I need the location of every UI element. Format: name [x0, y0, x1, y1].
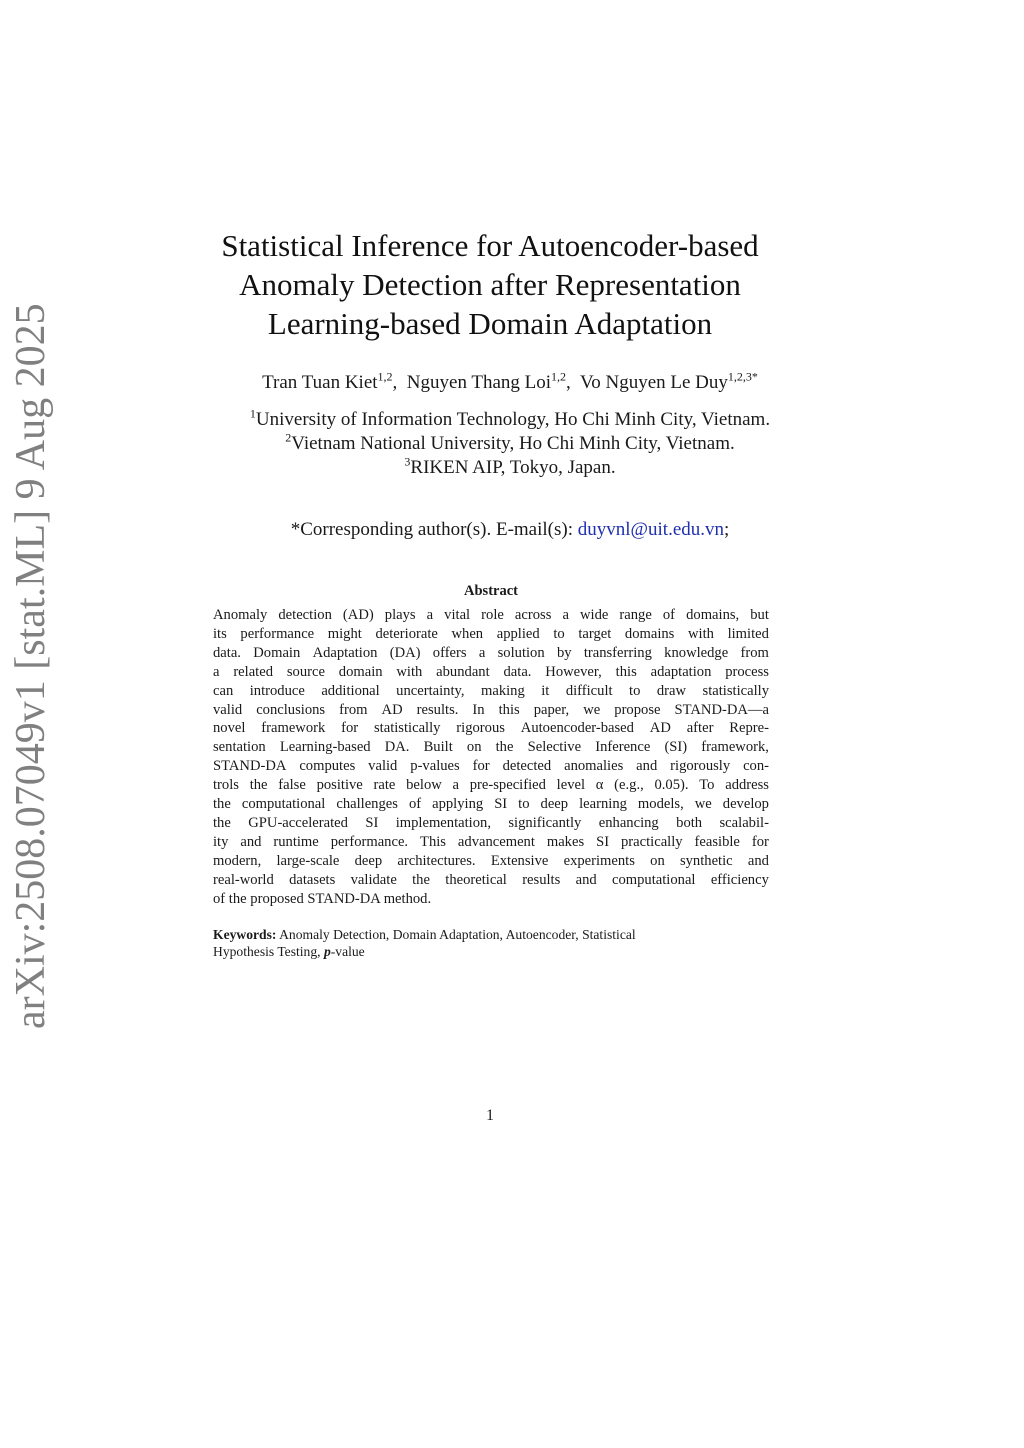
keywords-label: Keywords:: [213, 927, 277, 942]
abstract-word: anomalies: [564, 758, 624, 775]
abstract-word: deep: [354, 852, 383, 869]
abstract-word: related: [233, 663, 274, 680]
abstract-word: from: [740, 644, 769, 661]
abstract-word: process: [725, 663, 769, 680]
abstract-word: deep: [540, 796, 569, 813]
abstract-word: to: [553, 625, 565, 642]
abstract-word: but: [750, 607, 769, 623]
abstract-word: Learning-based: [279, 739, 371, 756]
abstract-word: implementation,: [395, 814, 491, 831]
abstract-word: modern,: [213, 852, 262, 869]
abstract-word: practically: [621, 833, 683, 850]
abstract-word: the: [213, 796, 231, 813]
abstract-word: deteriorate: [375, 625, 438, 642]
keywords-text: -value: [330, 944, 365, 959]
abstract-word: knowledge: [664, 644, 729, 661]
abstract-line: [213, 833, 769, 852]
abstract-word: target: [578, 625, 612, 642]
abstract-word: positive: [316, 777, 363, 794]
abstract-word: Autoencoder-based: [520, 720, 634, 737]
abstract-word: both: [676, 814, 703, 831]
abstract-word: the: [412, 871, 430, 888]
abstract-word: conclusions: [256, 701, 326, 718]
abstract-word: experiments: [563, 852, 635, 869]
abstract-word: validate: [350, 871, 397, 888]
abstract-body: [213, 606, 769, 909]
abstract-word: efficiency: [710, 871, 769, 888]
abstract-word: transferring: [583, 644, 652, 661]
abstract-word: limited: [727, 625, 769, 642]
author-separator: ,: [392, 372, 407, 393]
abstract-word: SI: [494, 796, 508, 813]
abstract-word: data.: [503, 663, 532, 680]
abstract-word: a: [562, 607, 569, 623]
abstract-word: a: [426, 607, 434, 623]
abstract-word: difficult: [565, 682, 613, 699]
abstract-line: [213, 682, 769, 701]
keywords-text: Hypothesis Testing,: [213, 944, 324, 959]
abstract-line: of the proposed STAND-DA method.: [213, 890, 432, 907]
abstract-word: from: [339, 701, 368, 718]
abstract-word: false: [278, 777, 306, 794]
abstract-word: Built: [423, 739, 453, 756]
arxiv-identifier-stamp: [8, 303, 80, 1029]
abstract-word: makes: [546, 833, 585, 850]
abstract-word: (AD): [342, 607, 374, 623]
abstract-word: STAND-DA—a: [674, 701, 769, 718]
abstract-word: Extensive: [490, 852, 549, 869]
abstract-word: performance.: [330, 833, 409, 850]
abstract-word: datasets: [289, 871, 336, 888]
abstract-word: abundant: [436, 663, 490, 680]
abstract-word: (SI): [664, 739, 688, 756]
abstract-word: STAND-DA: [213, 758, 287, 775]
abstract-word: rigorous: [456, 720, 505, 737]
affiliation-marker: 2: [285, 430, 292, 445]
abstract-word: level: [556, 777, 586, 794]
abstract-line: [213, 852, 769, 871]
abstract-word: scalabil-: [719, 814, 769, 831]
abstract-word: for: [472, 758, 490, 775]
abstract-word: domains: [624, 625, 675, 642]
abstract-word: with: [688, 625, 714, 642]
abstract-line: [213, 719, 769, 738]
title-line: Anomaly Detection after Representation: [239, 267, 741, 302]
abstract-word: However,: [545, 663, 602, 680]
abstract-word: applied: [496, 625, 540, 642]
abstract-word: valid: [368, 758, 398, 775]
abstract-word: the: [213, 814, 231, 831]
abstract-word: computes: [299, 758, 356, 775]
abstract-word: p-values: [410, 758, 460, 775]
abstract-word: Adaptation: [312, 644, 378, 661]
abstract-word: and: [636, 758, 658, 775]
abstract-word: novel: [213, 720, 246, 737]
abstract-word: uncertainty,: [396, 682, 465, 699]
abstract-line: [213, 701, 769, 720]
abstract-word: when: [451, 625, 484, 642]
abstract-word: 0.05).: [654, 777, 689, 794]
abstract-word: on: [466, 739, 482, 756]
author-separator: ,: [566, 372, 580, 393]
abstract-word: its: [213, 625, 227, 642]
email-link[interactable]: duyvnl@uit.edu.vn: [577, 519, 725, 540]
abstract-word: after: [686, 720, 714, 737]
abstract-word: to: [629, 682, 641, 699]
abstract-word: This: [420, 833, 446, 850]
affiliation-list: [150, 408, 870, 480]
abstract-word: ity: [213, 833, 229, 850]
abstract-word: for: [751, 833, 769, 850]
abstract-word: pre-specified: [469, 777, 546, 794]
abstract-word: data.: [213, 644, 241, 661]
abstract-word: significantly: [508, 814, 582, 831]
abstract-word: rigorously: [670, 758, 731, 775]
abstract-word: it: [541, 682, 550, 699]
abstract-word: introduce: [249, 682, 305, 699]
abstract-word: results: [522, 871, 561, 888]
abstract-word: a: [452, 777, 460, 794]
abstract-line: [213, 644, 769, 663]
abstract-word: might: [327, 625, 362, 642]
arxiv-identifier-text: arXiv:2508.07049v1 [stat.ML] 9 Aug 2025: [8, 303, 54, 1029]
abstract-word: To: [699, 777, 715, 794]
abstract-word: and: [575, 871, 597, 888]
abstract-word: of: [408, 796, 422, 813]
abstract-word: for: [341, 720, 359, 737]
abstract-word: statistically: [702, 682, 769, 699]
abstract-word: DA.: [384, 739, 410, 756]
author-affiliation-marker: 1,2: [377, 369, 393, 384]
abstract-word: α: [595, 777, 604, 794]
abstract-word: computational: [612, 871, 696, 888]
affiliation-marker: 1: [249, 406, 256, 421]
abstract-line: [213, 795, 769, 814]
author-list: [150, 369, 870, 394]
abstract-word: and: [240, 833, 262, 850]
abstract-word: a: [478, 644, 486, 661]
abstract-word: the: [495, 739, 514, 756]
abstract-word: architectures.: [397, 852, 476, 869]
abstract-line: [213, 871, 769, 890]
abstract-word: range: [619, 607, 652, 623]
affiliation-marker: 3: [404, 454, 411, 469]
abstract-word: plays: [384, 607, 416, 623]
abstract-word: (e.g.,: [614, 777, 644, 794]
abstract-word: SI: [596, 833, 610, 850]
keywords-line: [213, 943, 773, 960]
corresponding-author-prefix: *Corresponding author(s). E-mail(s):: [290, 519, 578, 540]
abstract-word: the: [249, 777, 268, 794]
abstract-word: below: [406, 777, 442, 794]
abstract-word: source: [286, 663, 325, 680]
abstract-word: runtime: [273, 833, 319, 850]
abstract-word: statistically: [373, 720, 441, 737]
corresponding-author-line: [150, 519, 870, 541]
abstract-word: challenges: [336, 796, 398, 813]
abstract-word: synthetic: [679, 852, 733, 869]
abstract-word: paper,: [533, 701, 570, 718]
p-symbol: p: [323, 944, 331, 959]
abstract-word: this: [498, 701, 520, 718]
title-line: Learning-based Domain Adaptation: [267, 306, 713, 341]
abstract-word: we: [583, 701, 601, 718]
abstract-word: sentation: [213, 739, 266, 756]
abstract-word: propose: [614, 701, 661, 718]
keywords-text: Anomaly Detection, Domain Adaptation, Autoencoder, Statistical: [276, 927, 636, 942]
abstract-word: we: [694, 796, 712, 813]
abstract-word: Inference: [595, 739, 651, 756]
abstract-word: framework: [261, 720, 326, 737]
abstract-word: detection: [278, 607, 332, 623]
abstract-word: rate: [373, 777, 396, 794]
abstract-word: solution: [497, 644, 545, 661]
abstract-word: real-world: [213, 871, 274, 888]
abstract-word: on: [650, 852, 665, 869]
affiliation-text: Vietnam National University, Ho Chi Minh City, Vietnam.: [291, 433, 735, 454]
abstract-word: trols: [213, 777, 239, 794]
affiliation: [150, 456, 870, 480]
abstract-word: can: [213, 682, 234, 699]
abstract-word: con-: [743, 758, 769, 775]
abstract-word: detected: [502, 758, 552, 775]
author-affiliation-marker: 1,2,3*: [727, 369, 758, 384]
affiliation: [150, 432, 870, 456]
abstract-word: domains,: [686, 607, 740, 623]
abstract-word: SI: [365, 814, 379, 831]
abstract-word: and: [747, 852, 769, 869]
abstract-word: this: [615, 663, 637, 680]
abstract-word: role: [481, 607, 504, 623]
abstract-word: enhancing: [598, 814, 659, 831]
abstract-word: (DA): [389, 644, 421, 661]
author-name: Tran Tuan Kiet: [262, 372, 378, 393]
abstract-word: valid: [213, 701, 243, 718]
abstract-word: applying: [432, 796, 484, 813]
abstract-word: framework,: [701, 739, 769, 756]
abstract-word: feasible: [694, 833, 740, 850]
abstract-word: vital: [444, 607, 471, 623]
abstract-word: In: [472, 701, 485, 718]
abstract-line: [213, 814, 769, 833]
abstract-word: develop: [722, 796, 769, 813]
abstract-word: wide: [579, 607, 609, 623]
affiliation-text: University of Information Technology, Ho Chi Minh City, Vietnam.: [255, 409, 771, 430]
abstract-word: models,: [637, 796, 684, 813]
abstract-word: Anomaly: [213, 607, 268, 623]
abstract-word: to: [518, 796, 530, 813]
abstract-word: theoretical: [445, 871, 507, 888]
abstract-word: learning: [579, 796, 627, 813]
abstract-word: Domain: [253, 644, 301, 661]
abstract-word: offers: [432, 644, 467, 661]
abstract-word: advancement: [457, 833, 535, 850]
abstract-word: domain: [338, 663, 383, 680]
abstract-line: [213, 757, 769, 776]
abstract-word: results.: [416, 701, 459, 718]
abstract-word: draw: [656, 682, 687, 699]
title-line: Statistical Inference for Autoencoder-based: [221, 228, 759, 263]
affiliation: [150, 408, 870, 432]
abstract-word: computational: [241, 796, 326, 813]
abstract-word: large-scale: [276, 852, 340, 869]
abstract-word: by: [556, 644, 572, 661]
page-number: 1: [486, 1107, 494, 1124]
abstract-line: [213, 625, 769, 644]
affiliation-text: RIKEN AIP, Tokyo, Japan.: [410, 457, 616, 478]
keywords: [213, 926, 773, 960]
abstract-word: address: [725, 777, 769, 794]
abstract-word: additional: [321, 682, 380, 699]
abstract-heading: Abstract: [464, 583, 518, 599]
paper-title: [180, 226, 800, 343]
abstract-line: [213, 776, 769, 795]
keywords-line: [213, 926, 773, 943]
abstract-word: GPU-accelerated: [248, 814, 348, 831]
abstract-line: [213, 606, 769, 625]
abstract-word: a: [213, 663, 220, 680]
abstract-word: adaptation: [650, 663, 712, 680]
abstract-word: Repre-: [729, 720, 769, 737]
abstract-word: with: [396, 663, 423, 680]
author-affiliation-marker: 1,2: [551, 369, 567, 384]
corresponding-author-suffix: ;: [724, 519, 730, 540]
abstract-word: AD: [381, 701, 403, 718]
abstract-line: [213, 663, 769, 682]
abstract-word: Selective: [527, 739, 582, 756]
abstract-line: [213, 738, 769, 757]
abstract-word: making: [480, 682, 525, 699]
author-name: Vo Nguyen Le Duy: [579, 372, 728, 393]
abstract-word: of: [662, 607, 676, 623]
abstract-word: across: [514, 607, 552, 623]
author-name: Nguyen Thang Loi: [406, 372, 552, 393]
abstract-word: AD: [649, 720, 671, 737]
abstract-word: performance: [240, 625, 315, 642]
